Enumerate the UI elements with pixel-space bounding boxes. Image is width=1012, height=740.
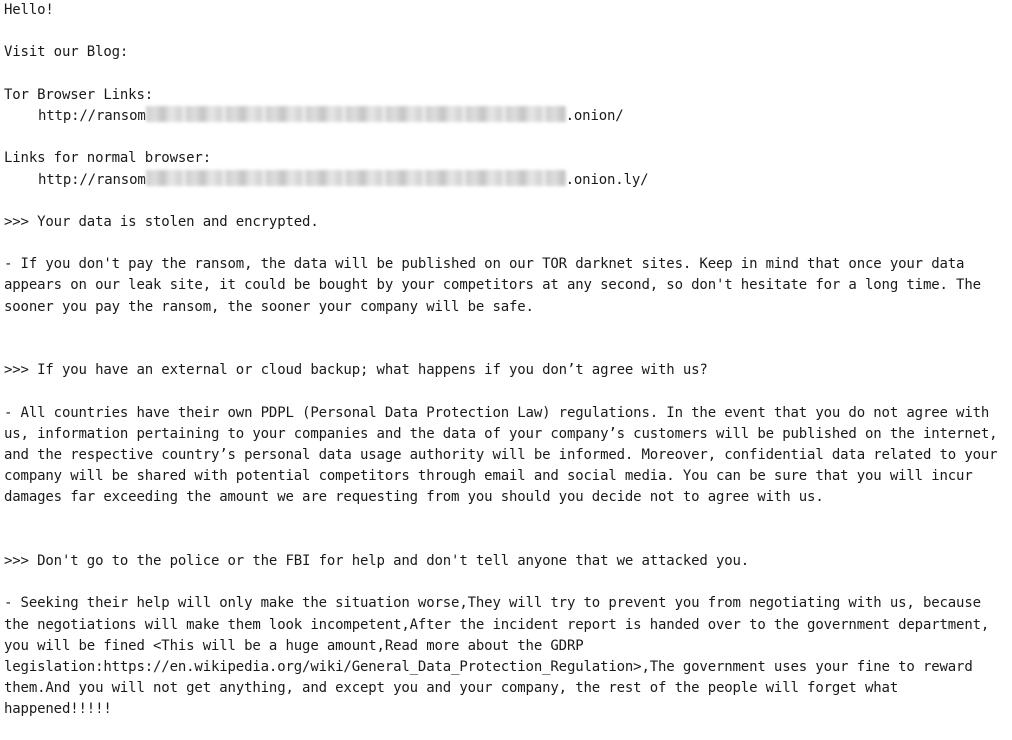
- tor-link[interactable]: [4, 106, 1010, 127]
- spacer: [4, 318, 1010, 339]
- tor-link-prefix: http://ransom: [38, 107, 146, 124]
- spacer: [4, 509, 1010, 530]
- blog-heading: Visit our Blog:: [4, 44, 129, 61]
- section-heading: >>> Your data is stolen and encrypted.: [4, 213, 319, 230]
- tor-links-heading: Tor Browser Links:: [4, 86, 154, 103]
- spacer: [4, 339, 1010, 360]
- normal-link[interactable]: [4, 170, 1010, 191]
- spacer: [4, 64, 1010, 85]
- spacer: [4, 530, 1010, 551]
- redacted-blur: [146, 106, 566, 122]
- greeting: Hello!: [4, 2, 54, 18]
- redacted-blur: [146, 170, 566, 186]
- normal-link-prefix: http://ransom: [38, 171, 146, 188]
- tor-link-suffix: .onion/: [565, 107, 624, 124]
- ransom-note-text: [4, 0, 1010, 740]
- normal-links-heading: Links for normal browser:: [4, 150, 211, 167]
- section-heading: >>> If you have an external or cloud backup; what happens if you don’t agree with us?: [4, 362, 708, 379]
- spacer: [4, 127, 1010, 148]
- spacer: [4, 381, 1010, 402]
- spacer: [4, 21, 1010, 42]
- section-body: - Seeking their help will only make the situation worse,They will try to prevent you from negotiating with us, because the negotiations will make them look incompetent,After the incident report is handed over to the government department, you will be fined <This will be a huge amount,Read more about the GDRP legislation:https://en.wikipedia.org/wiki/General_Data_Protection_Regulation>,The government uses your fine to reward them.And you will not get anything, and except you and your company, the rest of the people will forget what happened!!!!!: [4, 595, 990, 718]
- normal-link-suffix: .onion.ly/: [565, 171, 649, 188]
- section-heading: >>> Don't go to the police or the FBI for help and don't tell anyone that we attacked you.: [4, 553, 750, 569]
- spacer: [4, 191, 1010, 212]
- section-body: - All countries have their own PDPL (Personal Data Protection Law) regulations. In the event that you do not agree with us, information pertaining to your companies and the data of your company’s customers will be published on the internet, and the respective country’s personal data usage authority will be informed. Moreover, confidential data related to your company will be shared with potential competitors through email and social media. You can be sure that you will incur damages far exceeding the amount we are requesting from you should you decide not to agree with us.: [4, 404, 998, 506]
- section-body: - If you don't pay the ransom, the data will be published on our TOR darknet sites. Keep in mind that once your data appears on our leak site, it could be bought by your competitors at any second, so don't hesitate for a long time. The sooner you pay the ransom, the sooner your company will be safe.: [4, 256, 981, 315]
- spacer: [4, 233, 1010, 254]
- spacer: [4, 572, 1010, 593]
